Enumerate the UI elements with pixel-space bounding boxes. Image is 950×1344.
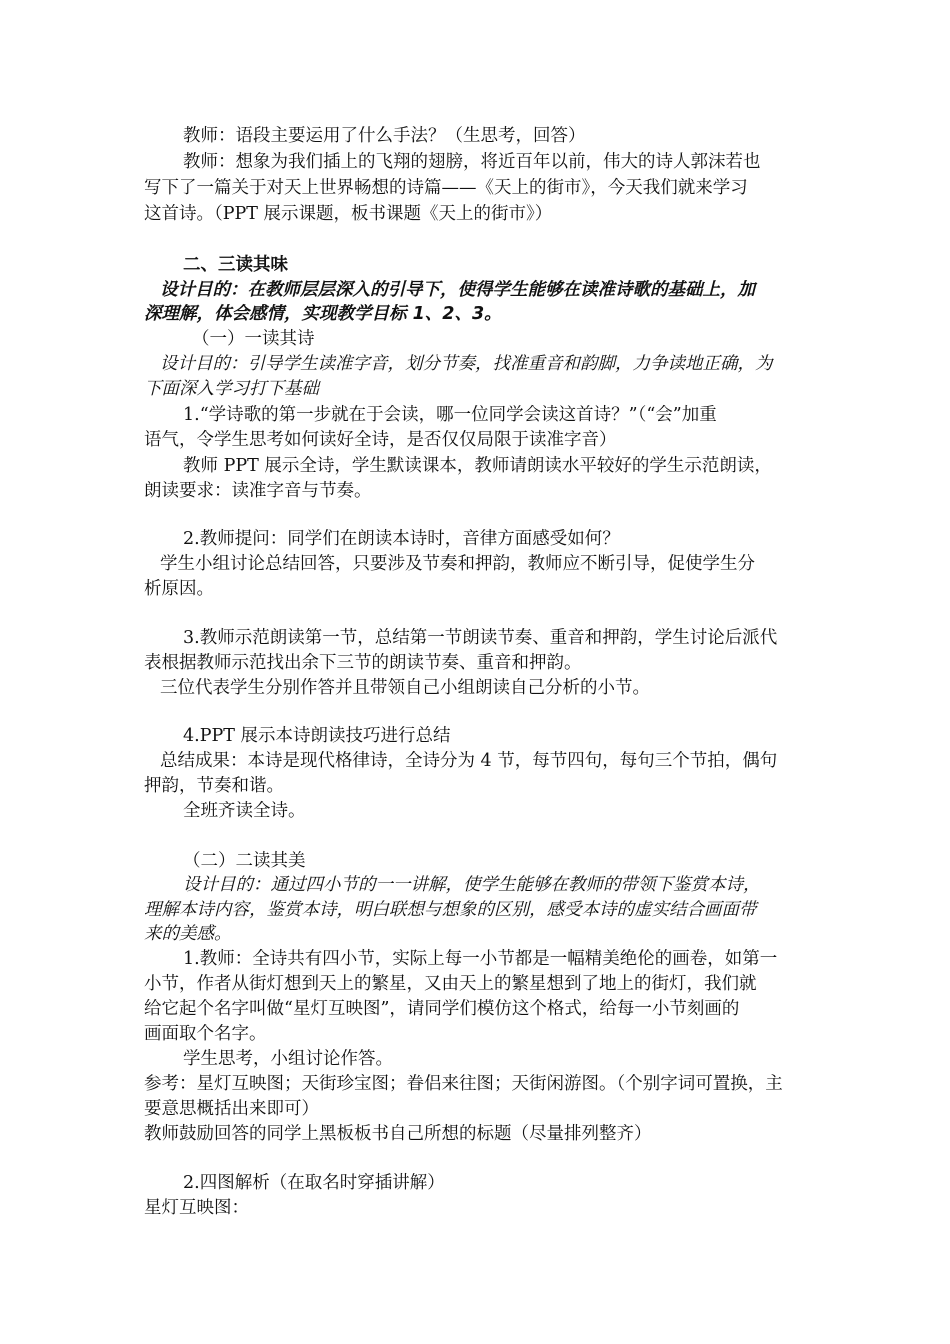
design-purpose: 设计目的：在教师层层深入的引导下，使得学生能够在读准诗歌的基础上，加 — [160, 280, 755, 300]
text-line: 要意思概括出来即可） — [144, 1099, 319, 1119]
text-line: 参考：星灯互映图；天街珍宝图；眷侣来往图；天街闲游图。（个别字词可置换，主 — [144, 1074, 783, 1094]
text-line: 4.PPT 展示本诗朗读技巧进行总结 — [183, 726, 451, 746]
design-purpose: 理解本诗内容，鉴赏本诗，明白联想与想象的区别，感受本诗的虚实结合画面带 — [144, 900, 757, 920]
text-line: 总结成果：本诗是现代格律诗，全诗分为 4 节，每节四句，每句三个节拍，偶句 — [160, 751, 778, 771]
text-line: 析原因。 — [144, 579, 214, 599]
text-line: 表根据教师示范找出余下三节的朗读节奏、重音和押韵。 — [144, 653, 582, 673]
design-purpose: 下面深入学习打下基础 — [144, 379, 319, 399]
text-line: 星灯互映图： — [144, 1198, 249, 1218]
text-line: 教师：语段主要运用了什么手法？（生思考，回答） — [183, 126, 586, 146]
text-line: 3.教师示范朗读第一节，总结第一节朗读节奏、重音和押韵，学生讨论后派代 — [183, 628, 778, 648]
design-purpose: 来的美感。 — [144, 924, 232, 944]
design-purpose: 设计目的：引导学生读准字音，划分节奏，找准重音和韵脚，力争读地正确，为 — [160, 354, 773, 374]
subsection-heading: （一）一读其诗 — [192, 329, 315, 349]
text-line: 全班齐读全诗。 — [183, 801, 306, 821]
text-line: 这首诗。（PPT 展示课题，板书课题《天上的街市》） — [144, 204, 553, 224]
text-line: 画面取个名字。 — [144, 1024, 267, 1044]
text-line: 小节，作者从街灯想到天上的繁星，又由天上的繁星想到了地上的街灯，我们就 — [144, 974, 757, 994]
text-line: 语气，令学生思考如何读好全诗，是否仅仅局限于读准字音） — [144, 430, 617, 450]
text-line: 朗读要求：读准字音与节奏。 — [144, 481, 372, 501]
text-line: 教师 PPT 展示全诗，学生默读课本，教师请朗读水平较好的学生示范朗读， — [183, 456, 772, 476]
section-heading: 二、三读其味 — [183, 255, 288, 275]
subsection-heading: （二）二读其美 — [183, 851, 306, 871]
text-line: 教师：想象为我们插上的飞翔的翅膀，将近百年以前，伟大的诗人郭沫若也 — [183, 152, 761, 172]
text-line: 学生思考，小组讨论作答。 — [183, 1049, 393, 1069]
text-line: 给它起个名字叫做“星灯互映图”，请同学们模仿这个格式，给每一小节刻画的 — [144, 999, 740, 1019]
design-purpose: 设计目的：通过四小节的一一讲解，使学生能够在教师的带领下鉴赏本诗， — [183, 875, 761, 895]
text-line: 学生小组讨论总结回答，只要涉及节奏和押韵，教师应不断引导，促使学生分 — [160, 554, 755, 574]
text-line: 2.四图解析（在取名时穿插讲解） — [183, 1173, 445, 1193]
text-line: 1.教师：全诗共有四小节，实际上每一小节都是一幅精美绝伦的画卷，如第一 — [183, 949, 778, 969]
text-line: 三位代表学生分别作答并且带领自己小组朗读自己分析的小节。 — [160, 678, 650, 698]
text-line: 教师鼓励回答的同学上黑板板书自己所想的标题（尽量排列整齐） — [144, 1124, 652, 1144]
text-line: 押韵，节奏和谐。 — [144, 776, 284, 796]
text-line: 写下了一篇关于对天上世界畅想的诗篇——《天上的街市》，今天我们就来学习 — [144, 178, 748, 198]
design-purpose: 深理解，体会感情，实现教学目标 1、2、3。 — [144, 304, 502, 324]
text-line: 1.“学诗歌的第一步就在于会读，哪一位同学会读这首诗？”（“会”加重 — [183, 405, 717, 425]
text-line: 2.教师提问：同学们在朗读本诗时，音律方面感受如何？ — [183, 529, 620, 549]
